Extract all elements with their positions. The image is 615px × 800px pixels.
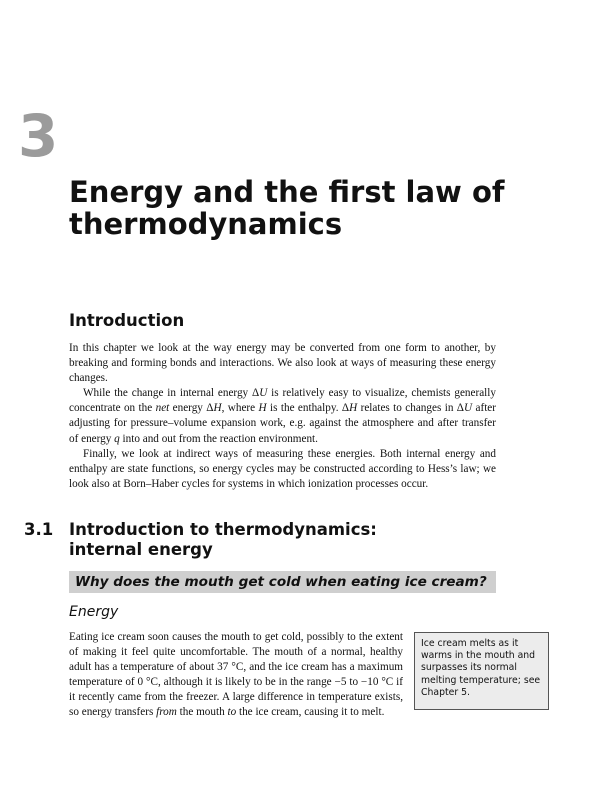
italic-term: from	[156, 706, 177, 719]
introduction-body	[69, 341, 496, 492]
energy-paragraph: Eating ice cream soon causes the mouth to get cold, possibly to the extent of making it feel quite uncomfortable. The mouth of a normal, healthy adult has a temperature of about 37 °C, and the ice cream has a maximum temperature of 0 °C, although it is likely to be in the range −5 to −10 °C if it recently came from the freezer. A large difference in temperature exists, so energy transfers from the mouth to the ice cream, causing it to melt.	[69, 631, 403, 719]
subsection-heading: Energy	[69, 604, 119, 620]
intro-paragraph: While the change in internal energy ΔU is relatively easy to visualize, chemists generally concentrate on the net energy ΔH, where H is the enthalpy. ΔH relates to changes in ΔU after adjusting for pressure–volume expansion work, e.g. against the atmosphere and after transfer of energy q into and out from the reaction environment.	[69, 387, 496, 445]
section-number: 3.1	[24, 520, 54, 539]
question-banner: Why does the mouth get cold when eating ice cream?	[69, 571, 496, 593]
introduction-heading: Introduction	[69, 311, 185, 330]
italic-term: U	[259, 387, 268, 400]
italic-term: q	[114, 432, 120, 445]
italic-term: U	[464, 402, 473, 415]
section-title: Introduction to thermodynamics: internal energy	[69, 520, 377, 559]
energy-body	[69, 630, 403, 721]
intro-paragraph: Finally, we look at indirect ways of measuring these energies. Both internal energy and enthalpy are state functions, so energy cycles may be constructed according to Hess’s law; we look also at Born–Haber cycles for systems in which ionization processes occur.	[69, 447, 496, 490]
italic-term: to	[227, 706, 237, 719]
italic-term: H	[349, 402, 358, 415]
chapter-title: Energy and the first law of thermodynamics	[69, 175, 505, 241]
margin-note: Ice cream melts as it warms in the mouth and surpasses its normal melting temperature; see Chapter 5.	[414, 632, 549, 710]
chapter-number: 3	[18, 102, 59, 170]
italic-term: H	[213, 402, 222, 415]
italic-term: H	[258, 402, 267, 415]
intro-paragraph: In this chapter we look at the way energy may be converted from one form to another, by breaking and forming bonds and interactions. We also look at ways of measuring these energy changes.	[69, 342, 496, 385]
italic-term: net	[155, 402, 170, 415]
